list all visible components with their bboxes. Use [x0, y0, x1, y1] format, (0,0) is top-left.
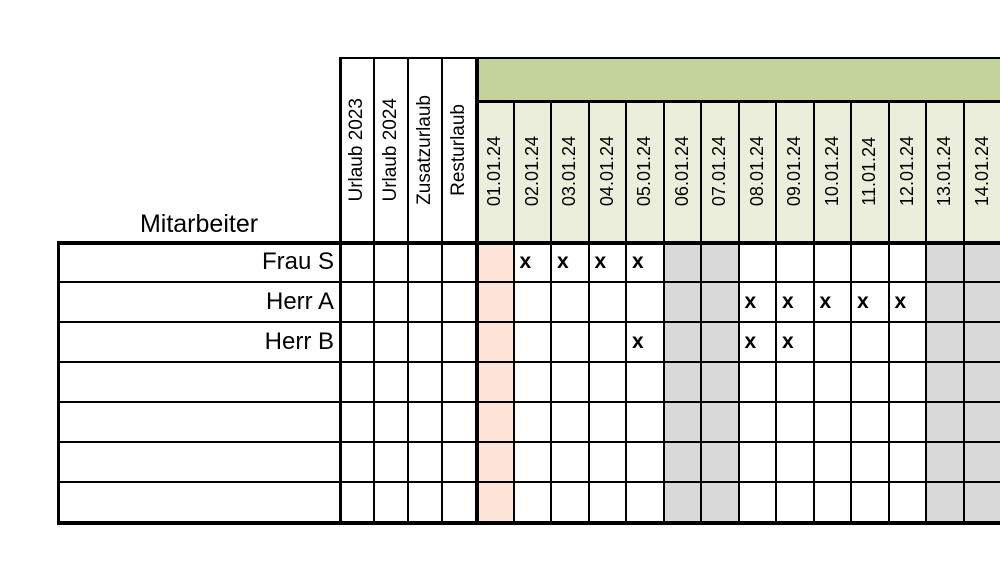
summary-value-cell[interactable] — [409, 243, 443, 283]
summary-value-cell[interactable] — [375, 243, 409, 283]
date-header-cell[interactable] — [590, 100, 628, 243]
day-cell[interactable] — [965, 243, 1000, 283]
day-cell[interactable] — [815, 323, 853, 363]
day-cell[interactable] — [927, 483, 965, 523]
day-cell[interactable] — [627, 363, 665, 403]
summary-value-cell[interactable] — [341, 283, 375, 323]
summary-value-cell[interactable] — [341, 363, 375, 403]
day-cell[interactable]: x — [627, 323, 665, 363]
day-cell[interactable] — [665, 403, 703, 443]
day-cell[interactable] — [590, 283, 628, 323]
summary-header-label: Zusatzurlaub — [414, 95, 435, 205]
summary-header-cell[interactable] — [443, 57, 477, 243]
day-cell[interactable] — [965, 483, 1000, 523]
day-cell[interactable] — [927, 283, 965, 323]
date-header-cell[interactable] — [702, 100, 740, 243]
day-cell[interactable] — [927, 443, 965, 483]
day-cell[interactable] — [852, 483, 890, 523]
summary-value-cell[interactable] — [409, 363, 443, 403]
border-dates-divider-line — [475, 57, 479, 525]
date-header-cell[interactable] — [815, 100, 853, 243]
day-cell[interactable] — [702, 483, 740, 523]
date-header-cell[interactable] — [777, 100, 815, 243]
summary-value-cell[interactable] — [443, 323, 477, 363]
employee-name-cell[interactable] — [57, 443, 341, 483]
day-cell[interactable] — [552, 483, 590, 523]
date-header-label: 14.01.24 — [971, 136, 992, 207]
summary-value-cell[interactable] — [375, 483, 409, 523]
day-cell[interactable] — [965, 443, 1000, 483]
day-cell[interactable] — [815, 483, 853, 523]
day-cell[interactable] — [590, 403, 628, 443]
date-header-label: 07.01.24 — [709, 136, 730, 207]
day-cell[interactable]: x — [552, 243, 590, 283]
date-header-cell[interactable] — [740, 100, 778, 243]
day-cell[interactable] — [965, 403, 1000, 443]
summary-value-cell[interactable] — [443, 363, 477, 403]
summary-value-cell[interactable] — [443, 443, 477, 483]
summary-value-cell[interactable] — [341, 243, 375, 283]
day-cell[interactable] — [890, 483, 928, 523]
summary-value-cell[interactable] — [341, 483, 375, 523]
day-cell[interactable]: x — [740, 283, 778, 323]
summary-value-cell[interactable] — [375, 323, 409, 363]
day-cell[interactable] — [627, 443, 665, 483]
date-header-label: 12.01.24 — [896, 136, 917, 207]
day-cell[interactable]: x — [815, 283, 853, 323]
day-cell[interactable] — [552, 323, 590, 363]
day-cell[interactable] — [815, 363, 853, 403]
date-header-cell[interactable] — [665, 100, 703, 243]
day-cell[interactable] — [965, 323, 1000, 363]
day-cell[interactable] — [777, 483, 815, 523]
employee-header-cell[interactable] — [57, 100, 341, 243]
summary-value-cell[interactable] — [443, 403, 477, 443]
day-cell[interactable] — [852, 443, 890, 483]
day-cell[interactable] — [702, 243, 740, 283]
date-header-cell[interactable] — [515, 100, 553, 243]
employee-name-cell[interactable]: Herr A — [57, 283, 341, 323]
day-cell[interactable] — [890, 243, 928, 283]
day-cell[interactable] — [740, 403, 778, 443]
day-cell[interactable] — [477, 243, 515, 283]
day-cell[interactable] — [515, 443, 553, 483]
date-header-cell[interactable] — [477, 100, 515, 243]
date-header-label: 01.01.24 — [484, 136, 505, 207]
date-header-cell[interactable] — [552, 100, 590, 243]
summary-value-cell[interactable] — [375, 403, 409, 443]
day-cell[interactable] — [777, 403, 815, 443]
summary-value-cell[interactable] — [375, 363, 409, 403]
day-cell[interactable] — [515, 283, 553, 323]
day-cell[interactable]: x — [777, 283, 815, 323]
date-header-cell[interactable] — [927, 100, 965, 243]
day-cell[interactable] — [777, 243, 815, 283]
day-cell[interactable] — [665, 363, 703, 403]
day-cell[interactable] — [590, 323, 628, 363]
day-cell[interactable]: x — [515, 243, 553, 283]
day-cell[interactable] — [515, 323, 553, 363]
day-cell[interactable]: x — [627, 243, 665, 283]
date-header-cell[interactable] — [627, 100, 665, 243]
date-header-label: 02.01.24 — [521, 136, 542, 207]
day-cell[interactable] — [552, 283, 590, 323]
day-cell[interactable] — [927, 403, 965, 443]
day-cell[interactable] — [590, 483, 628, 523]
border-header-bottom-line — [57, 241, 1000, 245]
day-cell[interactable] — [477, 283, 515, 323]
summary-header-label: Resturlaub — [448, 104, 469, 196]
day-cell[interactable] — [515, 403, 553, 443]
day-cell[interactable] — [740, 483, 778, 523]
summary-value-cell[interactable] — [409, 403, 443, 443]
employee-name-cell[interactable] — [57, 363, 341, 403]
border-top-line — [339, 57, 1000, 59]
day-cell[interactable] — [815, 403, 853, 443]
border-bottom-line — [57, 521, 1000, 525]
month-band-cell[interactable] — [477, 57, 1000, 100]
summary-header-label: Urlaub 2024 — [380, 98, 401, 202]
day-cell[interactable]: x — [852, 283, 890, 323]
summary-value-cell[interactable] — [409, 443, 443, 483]
day-cell[interactable] — [477, 443, 515, 483]
summary-value-cell[interactable] — [341, 323, 375, 363]
summary-value-cell[interactable] — [375, 443, 409, 483]
date-header-label: 08.01.24 — [746, 136, 767, 207]
day-cell[interactable] — [702, 363, 740, 403]
day-cell[interactable]: x — [890, 283, 928, 323]
day-cell[interactable]: x — [590, 243, 628, 283]
day-cell[interactable] — [965, 283, 1000, 323]
day-cell[interactable] — [815, 443, 853, 483]
day-cell[interactable] — [927, 243, 965, 283]
day-cell[interactable] — [477, 483, 515, 523]
summary-value-cell[interactable] — [409, 323, 443, 363]
day-cell[interactable] — [852, 363, 890, 403]
day-cell[interactable] — [552, 403, 590, 443]
employee-header-label: Mitarbeiter — [139, 210, 259, 238]
day-cell[interactable] — [477, 403, 515, 443]
date-header-label: 03.01.24 — [559, 136, 580, 207]
day-cell[interactable] — [665, 283, 703, 323]
day-cell[interactable]: x — [740, 323, 778, 363]
day-cell[interactable] — [665, 323, 703, 363]
employee-name-cell[interactable] — [57, 483, 341, 523]
day-cell[interactable] — [927, 323, 965, 363]
day-cell[interactable] — [665, 483, 703, 523]
summary-value-cell[interactable] — [409, 483, 443, 523]
border-summary-divider-line — [339, 57, 342, 525]
day-cell[interactable] — [777, 363, 815, 403]
day-cell[interactable] — [590, 443, 628, 483]
border-band-bottom-line — [477, 100, 1000, 103]
day-cell[interactable] — [740, 243, 778, 283]
date-header-cell[interactable] — [965, 100, 1000, 243]
summary-value-cell[interactable] — [443, 243, 477, 283]
summary-value-cell[interactable] — [341, 443, 375, 483]
employee-name-cell[interactable]: Herr B — [57, 323, 341, 363]
day-cell[interactable] — [515, 363, 553, 403]
day-cell[interactable] — [890, 443, 928, 483]
summary-header-cell[interactable] — [341, 57, 375, 243]
employee-name-cell[interactable]: Frau S — [57, 243, 341, 283]
day-cell[interactable] — [515, 483, 553, 523]
day-cell[interactable] — [665, 243, 703, 283]
day-cell[interactable] — [890, 323, 928, 363]
summary-value-cell[interactable] — [443, 483, 477, 523]
day-cell[interactable] — [965, 363, 1000, 403]
day-cell[interactable] — [627, 403, 665, 443]
date-header-cell[interactable] — [852, 100, 890, 243]
date-header-label: 11.01.24 — [859, 137, 880, 206]
day-cell[interactable] — [927, 363, 965, 403]
summary-value-cell[interactable] — [341, 403, 375, 443]
summary-header-label: Urlaub 2023 — [346, 98, 367, 202]
day-cell[interactable] — [665, 443, 703, 483]
day-cell[interactable] — [702, 443, 740, 483]
border-left-line — [57, 241, 60, 525]
day-cell[interactable] — [740, 443, 778, 483]
date-header-label: 05.01.24 — [634, 136, 655, 207]
day-cell[interactable] — [852, 323, 890, 363]
summary-header-cell[interactable] — [375, 57, 409, 243]
day-cell[interactable] — [627, 483, 665, 523]
day-cell[interactable] — [552, 443, 590, 483]
day-cell[interactable] — [740, 363, 778, 403]
date-header-label: 06.01.24 — [671, 136, 692, 207]
day-cell[interactable] — [890, 403, 928, 443]
day-cell[interactable] — [890, 363, 928, 403]
day-cell[interactable] — [852, 403, 890, 443]
day-cell[interactable] — [852, 243, 890, 283]
day-cell[interactable] — [702, 323, 740, 363]
day-cell[interactable] — [815, 243, 853, 283]
day-cell[interactable] — [477, 323, 515, 363]
day-cell[interactable]: x — [777, 323, 815, 363]
summary-header-cell[interactable] — [409, 57, 443, 243]
date-header-label: 04.01.24 — [596, 136, 617, 207]
summary-value-cell[interactable] — [375, 283, 409, 323]
date-header-label: 13.01.24 — [934, 136, 955, 207]
day-cell[interactable] — [627, 283, 665, 323]
date-header-label: 09.01.24 — [784, 136, 805, 207]
day-cell[interactable] — [777, 443, 815, 483]
date-header-cell[interactable] — [890, 100, 928, 243]
day-cell[interactable] — [702, 283, 740, 323]
employee-name-cell[interactable] — [57, 403, 341, 443]
date-header-label: 10.01.24 — [821, 136, 842, 207]
day-cell[interactable] — [590, 363, 628, 403]
day-cell[interactable] — [552, 363, 590, 403]
day-cell[interactable] — [477, 363, 515, 403]
summary-value-cell[interactable] — [409, 283, 443, 323]
summary-value-cell[interactable] — [443, 283, 477, 323]
day-cell[interactable] — [702, 403, 740, 443]
planner-grid — [57, 57, 1000, 523]
